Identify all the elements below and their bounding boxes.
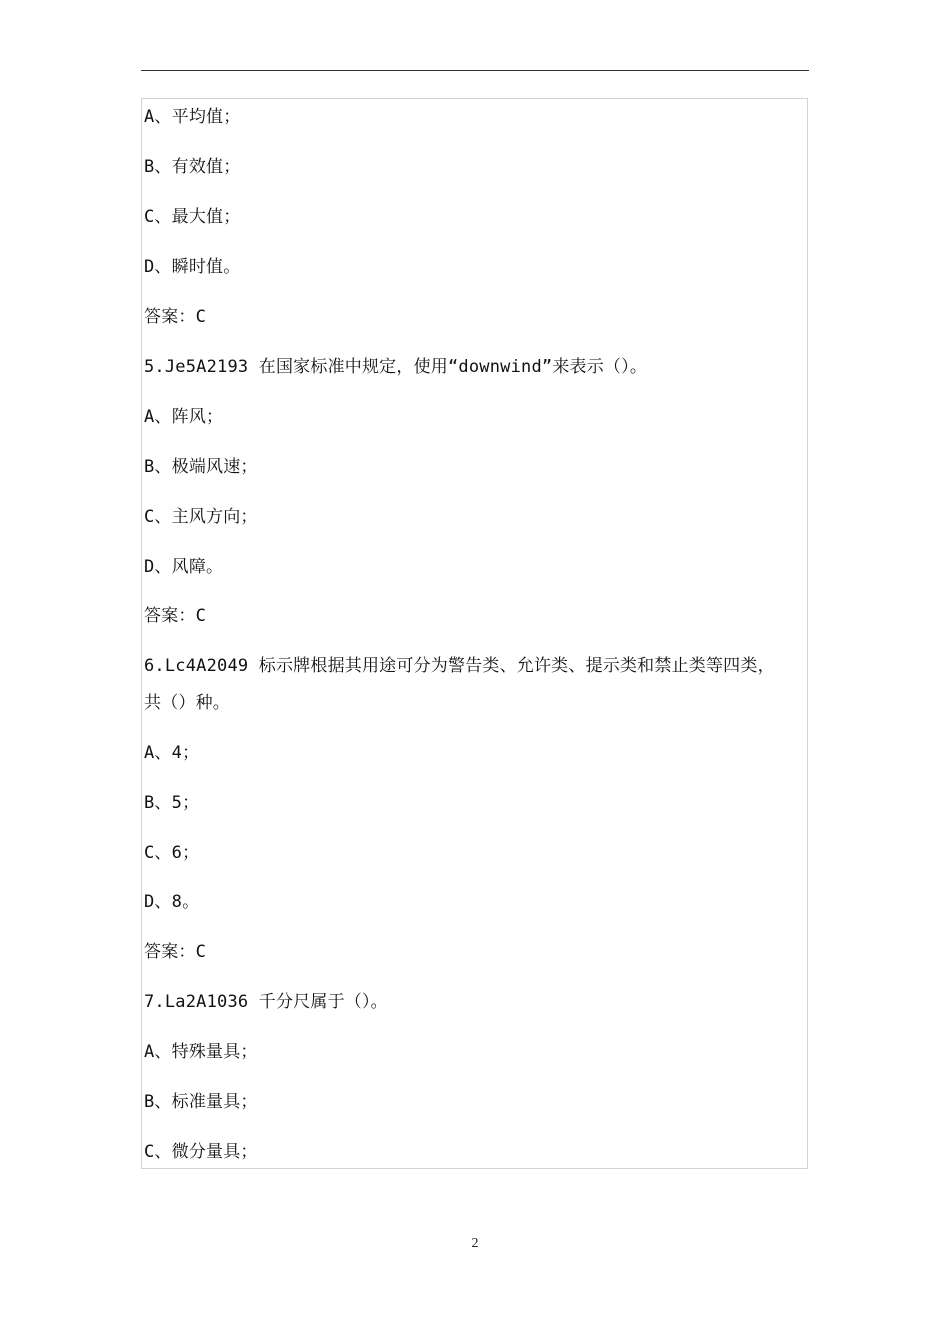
option-a-line: A、平均值； (144, 107, 241, 127)
option-b-line: B、5； (144, 793, 200, 813)
option-b-line: B、有效值； (144, 157, 241, 177)
question-7-text: 7.La2A1036 千分尺属于（）。 (144, 992, 388, 1012)
option-a-line: A、特殊量具； (144, 1042, 258, 1062)
option-d-line: D、8。 (144, 892, 200, 912)
question-5-text: 5.Je5A2193 在国家标准中规定，使用“downwind”来表示（）。 (144, 357, 648, 377)
option-c-line: C、最大值； (144, 207, 241, 227)
answer-line: 答案：C (144, 606, 207, 626)
option-c-line: C、6； (144, 843, 200, 863)
option-d-line: D、风障。 (144, 557, 224, 577)
option-a-line: A、阵风； (144, 407, 224, 427)
option-c-line: C、微分量具； (144, 1142, 258, 1162)
page-number: 2 (471, 1236, 479, 1251)
option-b-line: B、极端风速； (144, 457, 258, 477)
header-rule (141, 70, 809, 71)
answer-line: 答案：C (144, 942, 207, 962)
answer-line: 答案：C (144, 307, 207, 327)
question-6-text-continued: 共（）种。 (144, 693, 230, 713)
question-6-text: 6.Lc4A2049 标示牌根据其用途可分为警告类、允许类、提示类和禁止类等四类， (144, 656, 775, 676)
option-c-line: C、主风方向； (144, 507, 258, 527)
option-b-line: B、标准量具； (144, 1092, 258, 1112)
option-a-line: A、4； (144, 743, 200, 763)
option-d-line: D、瞬时值。 (144, 257, 241, 277)
